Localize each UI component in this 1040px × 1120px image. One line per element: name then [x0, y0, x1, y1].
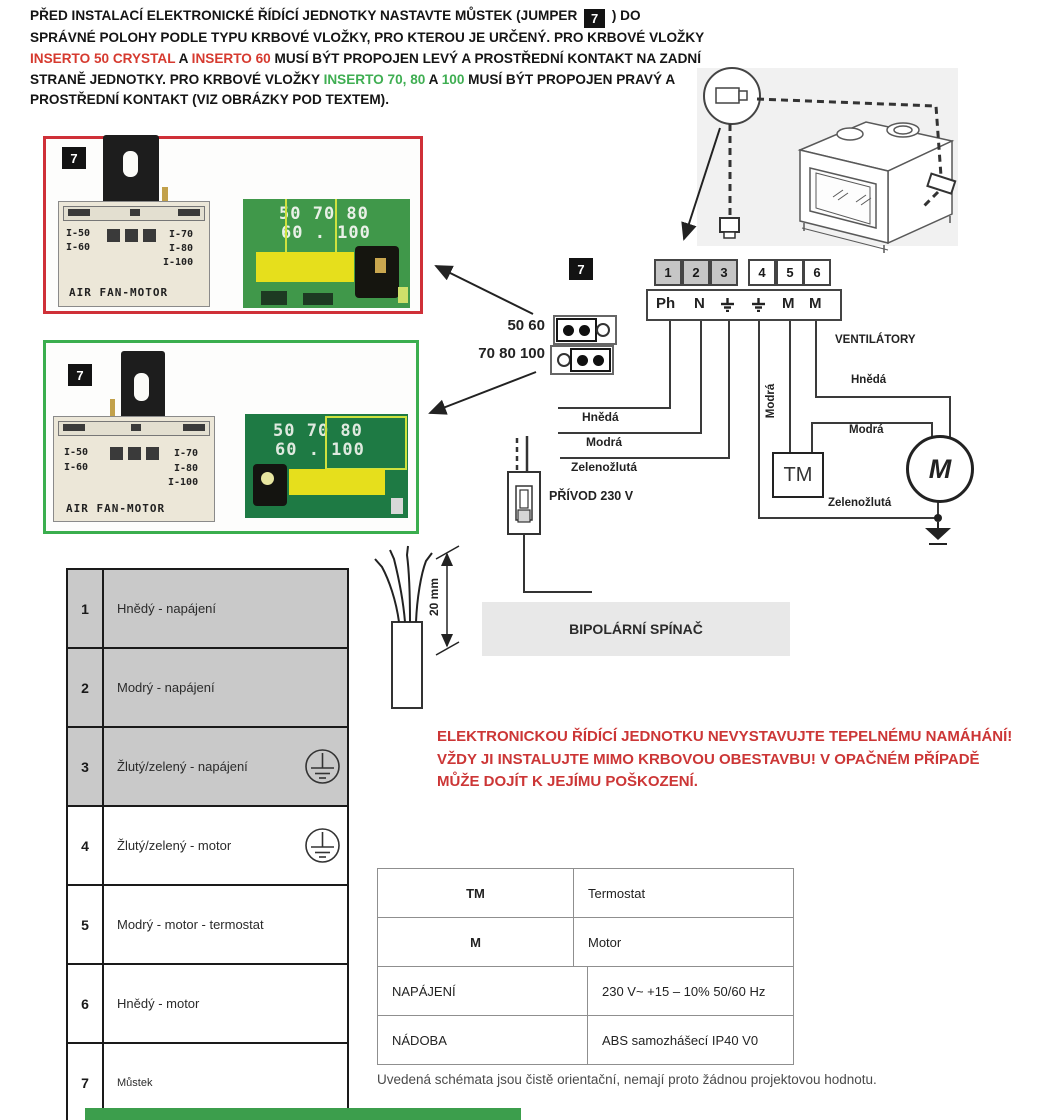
pin-description: Žlutý/zelený - napájení [117, 759, 248, 774]
pcb-photo-70-80-100 [245, 414, 408, 518]
jumper-board [53, 416, 215, 522]
fans-label: VENTILÁTORY [835, 334, 916, 346]
board-label-i80: I-80 [169, 243, 194, 254]
pcb-solder-dot [398, 287, 408, 303]
pcb-text-line1: 50 70 80 [273, 421, 363, 441]
jumper-7-badge: 7 [68, 364, 92, 386]
board-label-i70: I-70 [174, 448, 199, 459]
wire-label-brown-in: Hnědá [582, 410, 619, 424]
board-label-i80: I-80 [174, 463, 199, 474]
earth-icon [720, 298, 735, 316]
pcb-selected-50-60-outline [285, 199, 337, 254]
pin-description-table [66, 568, 349, 1120]
pin-description: Hnědý - napájení [117, 601, 217, 616]
terminal-labels-box [646, 289, 842, 321]
table-row [68, 570, 347, 647]
board-connector-strip [63, 206, 205, 221]
table-row [68, 647, 347, 726]
dimension-label-20mm: 20 mm [427, 577, 441, 617]
pcb-solder-dot [391, 498, 403, 514]
pin-number: 5 [68, 886, 104, 963]
pcb-text-line2: 60 . 100 [281, 223, 371, 243]
board-label-i100: I-100 [163, 257, 194, 268]
stove-cable-dashed [730, 99, 941, 218]
pin-number: 7 [68, 1044, 104, 1120]
ground-junction-dot [934, 514, 942, 522]
intro-text-1: PŘED INSTALACÍ ELEKTRONICKÉ ŘÍDÍCÍ JEDNOTKY NASTAVTE MŮSTEK (JUMPER [30, 8, 578, 23]
pin-number: 6 [68, 965, 104, 1042]
table-row [68, 884, 347, 963]
supply-230v-label: PŘÍVOD 230 V [549, 489, 634, 503]
jumper-box-inserto-50-60 [43, 136, 423, 314]
pin-filled [577, 355, 588, 366]
board-label-i70: I-70 [169, 229, 194, 240]
pin-filled [563, 325, 574, 336]
wire-label-blue-vertical: Modrá [765, 383, 777, 419]
ground-symbol [925, 522, 951, 544]
pcb-shadow-1 [261, 291, 287, 305]
wire-label-blue-fan: Modrá [849, 424, 884, 436]
inserto-50-crystal: INSERTO 50 CRYSTAL [30, 51, 176, 67]
selector-label-50-60: 50 60 [507, 317, 545, 334]
pin-description: Můstek [117, 1076, 153, 1089]
pin-number: 1 [68, 570, 104, 647]
wire-label-brown-fan: Hnědá [851, 374, 887, 386]
pcb-photo-50-60 [243, 199, 410, 308]
terminal-1: 1 [654, 259, 682, 286]
arrow-to-green-box [430, 372, 536, 413]
pin-description: Modrý - motor - termostat [117, 917, 264, 932]
table-row [68, 726, 347, 805]
intro-text-3: MUSÍ BÝT PROPOJEN LEVÝ A PROSTŘEDNÍ KONTAKT NA ZADNÍ STRANĚ JEDNOTKY. PRO KRBOVÉ VLOŽKY [30, 51, 701, 87]
table-row [68, 963, 347, 1042]
stove-illustration [800, 122, 952, 253]
earth-circle-icon [304, 748, 341, 790]
label-m-thermostat: M [782, 295, 795, 312]
bipolar-switch-box: BIPOLÁRNÍ SPÍNAČ [482, 602, 790, 656]
wire-label-greenyellow-in: Zelenožlutá [571, 460, 638, 474]
pin-open [557, 353, 571, 367]
wire-label-blue-in: Modrá [586, 435, 622, 449]
pin-filled [593, 355, 604, 366]
board-caption: AIR FAN-MOTOR [69, 286, 169, 299]
table-row [68, 805, 347, 884]
spec-key: M [378, 918, 574, 966]
board-connector-strip [58, 421, 210, 436]
thermostat-box: TM [772, 452, 824, 498]
motor-symbol: M [906, 435, 974, 503]
jumper-7-badge: 7 [62, 147, 86, 169]
connector-to-terminals-arrow [684, 128, 720, 239]
intro-conj-2: A [428, 71, 442, 87]
pin-open [596, 323, 610, 337]
inserto-60: INSERTO 60 [191, 51, 271, 67]
jumper-board [58, 201, 210, 307]
pcb-text-line1: 50 70 80 [279, 204, 369, 224]
terminal-5: 5 [776, 259, 804, 286]
pcb-jumper-highlight [289, 469, 385, 495]
board-label-i50: I-50 [64, 447, 89, 458]
pcb-shadow-2 [303, 293, 333, 305]
jumper-bridge-right [570, 348, 611, 372]
jumper-position-50-60 [553, 315, 617, 345]
pin-number: 3 [68, 728, 104, 805]
pcb-selected-70-80-100-outline [325, 416, 407, 470]
board-label-i100: I-100 [168, 477, 199, 488]
table-row [378, 869, 793, 917]
jumper-box-inserto-70-80-100 [43, 340, 419, 534]
pin-number: 2 [68, 649, 104, 726]
pin-filled [579, 325, 590, 336]
footnote-text: Uvedená schémata jsou čistě orientační, nemají proto žádnou projektovou hodnotu. [377, 1072, 877, 1087]
heat-warning-text: ELEKTRONICKOU ŘÍDÍCÍ JEDNOTKU NEVYSTAVUJTE TEPELNÉMU NAMÁHÁNÍ! VŽDY JI INSTALUJTE MIMO KRBOVOU OBESTAVBU! V OPAČNÉM PŘÍPADĚ MŮŽE DOJÍT K JEJÍMU POŠKOZENÍ. [437, 728, 1013, 790]
spec-value: ABS samozhášecí IP40 V0 [602, 1032, 759, 1048]
board-caption: AIR FAN-MOTOR [66, 502, 166, 515]
bottom-green-strip [85, 1108, 521, 1120]
pin-description: Hnědý - motor [117, 996, 200, 1011]
earth-icon [751, 298, 766, 316]
spec-key: TM [378, 869, 574, 917]
intro-text-4: MUSÍ BÝT PROPOJEN PRAVÝ A PROSTŘEDNÍ KONTAKT (VIZ OBRÁZKY POD TEXTEM). [30, 71, 675, 108]
jumper-position-70-80-100 [550, 345, 614, 375]
jumper-7-badge-middle: 7 [569, 258, 593, 280]
spec-value: Motor [588, 934, 622, 950]
table-row [378, 917, 793, 966]
board-label-i50: I-50 [66, 228, 91, 239]
inserto-70-80: INSERTO 70, 80 [323, 71, 426, 87]
wire-label-greenyellow-fan: Zelenožlutá [828, 497, 892, 509]
intro-text-2: ) DO SPRÁVNÉ POLOHY PODLE TYPU KRBOVÉ VLOŽKY, PRO KTEROU JE URČENÝ. PRO KRBOVÉ VLOŽKY [30, 8, 704, 46]
connector-detail-circle [704, 68, 760, 124]
terminal-3: 3 [710, 259, 738, 286]
spec-value: 230 V~ +15 – 10% 50/60 Hz [602, 983, 766, 999]
label-m-motor: M [809, 295, 822, 312]
spec-key: NÁDOBA [378, 1016, 588, 1064]
spec-value: Termostat [588, 885, 646, 901]
spec-key: NAPÁJENÍ [378, 967, 588, 1015]
pcb-component [253, 464, 287, 506]
selector-label-70-80-100: 70 80 100 [478, 345, 545, 362]
jumper-7-badge-inline: 7 [584, 9, 605, 28]
spec-table [377, 868, 794, 1065]
pin-number: 4 [68, 807, 104, 884]
terminal-4: 4 [748, 259, 776, 286]
label-n: N [694, 295, 705, 312]
stove-panel-bg [697, 68, 958, 246]
pcb-jumper-highlight [256, 252, 354, 282]
pin-description: Modrý - napájení [117, 680, 215, 695]
inserto-100: 100 [441, 71, 465, 87]
terminal-6: 6 [803, 259, 831, 286]
earth-circle-icon [304, 827, 341, 869]
cable-plugs [720, 174, 955, 238]
board-label-i60: I-60 [64, 462, 89, 473]
arrow-to-red-box [436, 266, 533, 314]
pcb-component [355, 246, 399, 298]
jumper-bridge-left [556, 318, 597, 342]
table-row [378, 1015, 793, 1064]
intro-paragraph [30, 6, 706, 111]
table-row [378, 966, 793, 1015]
stripped-cable [375, 546, 432, 708]
terminal-2: 2 [682, 259, 710, 286]
label-ph: Ph [656, 295, 676, 312]
pin-description: Žlutý/zelený - motor [117, 838, 232, 853]
intro-conj-1: A [178, 51, 192, 67]
board-label-i60: I-60 [66, 242, 91, 253]
pcb-text-line2: 60 . 100 [275, 440, 365, 460]
